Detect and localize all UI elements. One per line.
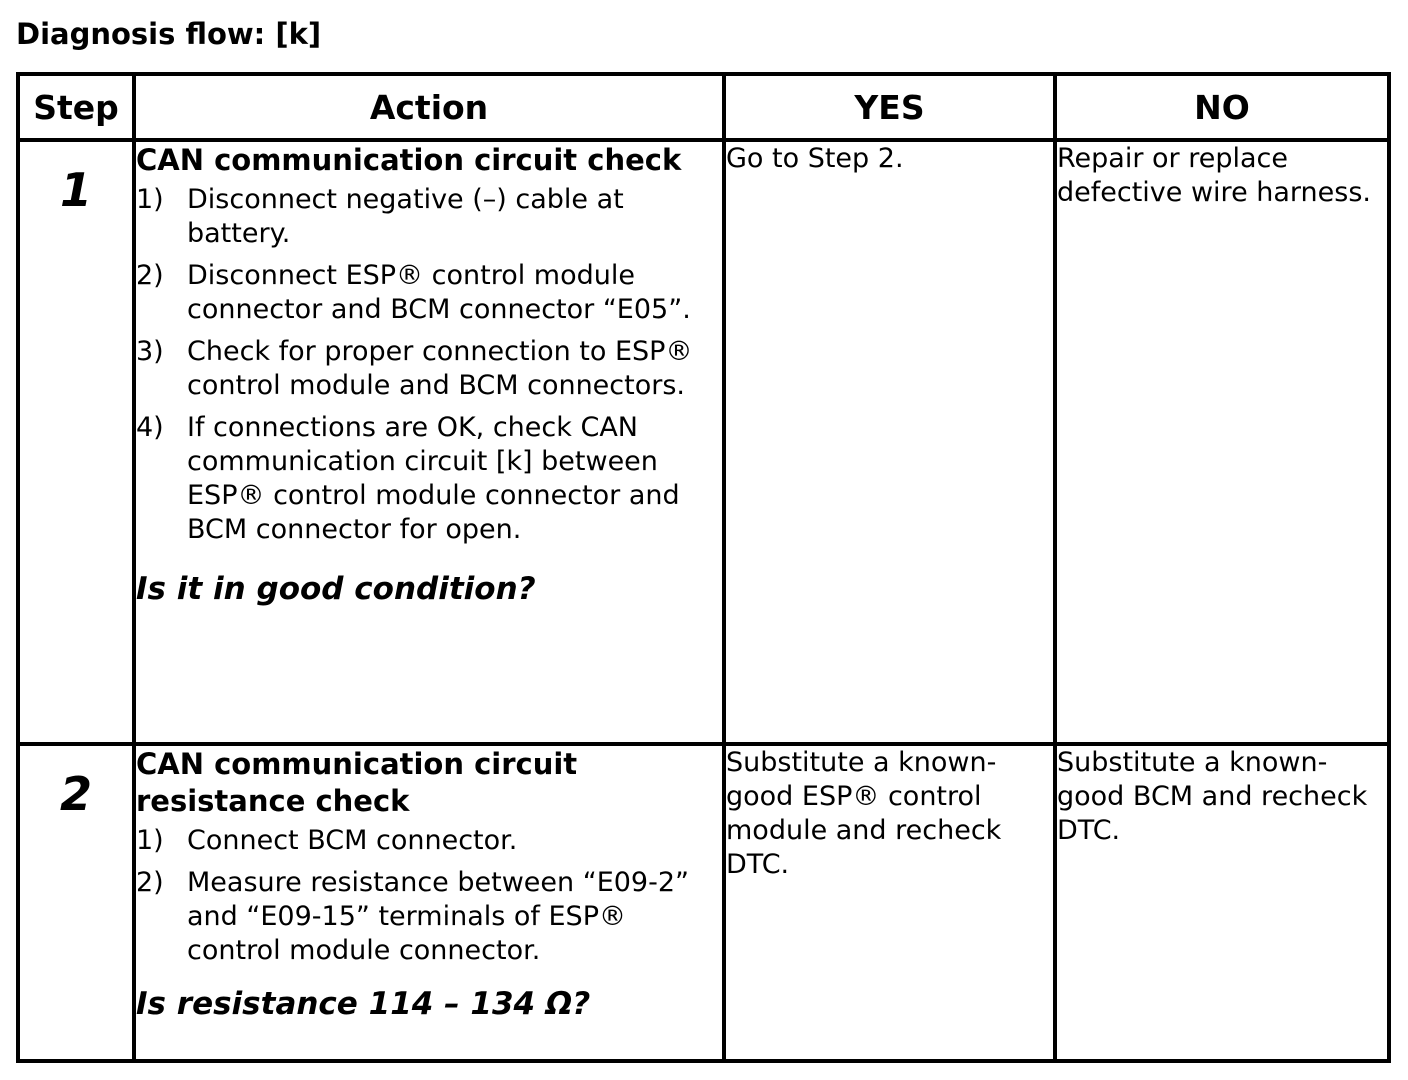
header-yes: YES: [724, 74, 1055, 140]
question-text: Is resistance 114 – 134 Ω?: [136, 986, 591, 1022]
substep-number: 3): [136, 336, 164, 367]
action-title: CAN communication circuit check: [136, 143, 682, 177]
list-item: [136, 824, 722, 858]
substep-number: 2): [136, 260, 164, 291]
substep-number: 2): [136, 867, 164, 898]
page-title: Diagnosis flow: [k]: [16, 17, 322, 51]
list-item: [136, 335, 722, 403]
table-row: [18, 744, 1389, 1061]
table-row: [18, 140, 1389, 744]
list-item: [136, 866, 722, 968]
yes-cell: Go to Step 2.: [724, 140, 1055, 744]
no-cell: Repair or replace defective wire harness.: [1055, 140, 1389, 744]
substep-text: Measure resistance between “E09-2” and “E09-15” terminals of ESP® control module connector.: [187, 867, 690, 966]
step-number: 2: [59, 767, 92, 821]
substep-list: [136, 183, 722, 547]
action-cell: [134, 744, 724, 1061]
table-header-row: [18, 74, 1389, 140]
question-text: Is it in good condition?: [136, 571, 536, 607]
step-cell: [18, 140, 134, 744]
yes-cell: Substitute a known-good ESP® control module and recheck DTC.: [724, 744, 1055, 1061]
header-action: Action: [134, 74, 724, 140]
substep-text: Check for proper connection to ESP® control module and BCM connectors.: [187, 336, 693, 401]
list-item: [136, 411, 722, 547]
step-number: 1: [59, 163, 92, 217]
list-item: [136, 183, 722, 251]
header-no: NO: [1055, 74, 1389, 140]
diagnosis-flow-table: [16, 72, 1391, 1063]
list-item: [136, 259, 722, 327]
action-title: CAN communication circuit resistance check: [136, 747, 578, 818]
substep-number: 1): [136, 184, 164, 215]
substep-number: 1): [136, 825, 164, 856]
substep-list: [136, 824, 722, 968]
substep-text: Disconnect negative (–) cable at battery.: [187, 184, 624, 249]
header-step: Step: [18, 74, 134, 140]
substep-text: Disconnect ESP® control module connector and BCM connector “E05”.: [187, 260, 691, 325]
no-cell: Substitute a known-good BCM and recheck DTC.: [1055, 744, 1389, 1061]
action-cell: [134, 140, 724, 744]
substep-text: If connections are OK, check CAN communication circuit [k] between ESP® control module connector and BCM connector for open.: [187, 412, 680, 545]
step-cell: [18, 744, 134, 1061]
substep-text: Connect BCM connector.: [187, 825, 518, 856]
substep-number: 4): [136, 412, 164, 443]
